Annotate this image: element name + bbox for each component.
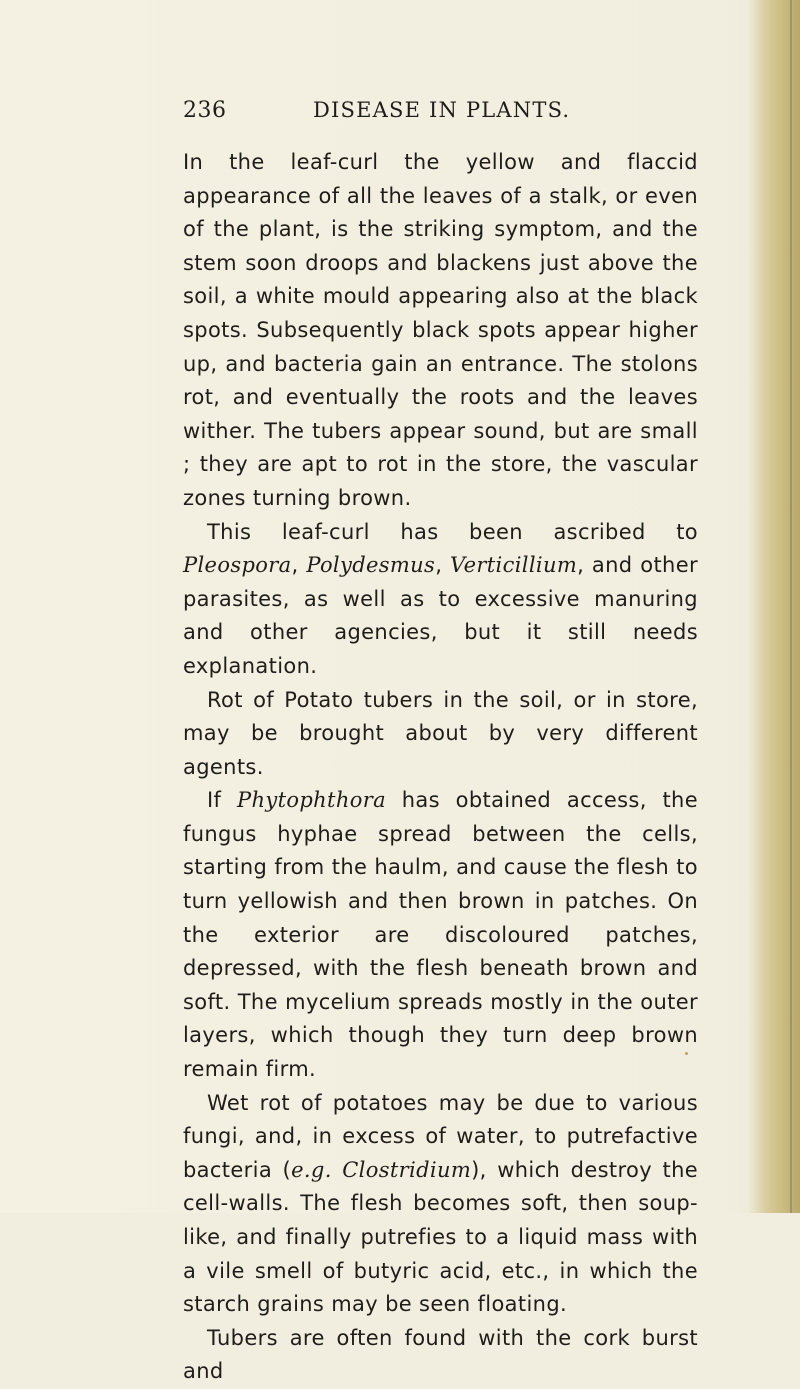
text-run: has obtained access, the fungus hyphae spread between the cells, starting from the haulm, and cause the flesh to turn yellowish and then brown in patches. On the exterior are discoloured patches, depressed, with the flesh beneath brown and soft. The mycelium spreads mostly in the outer layers, which though they turn deep brown remain firm.	[183, 788, 698, 1082]
running-header	[0, 98, 800, 132]
taxon-name: Pleospora	[183, 553, 292, 578]
text-run: ), which destroy the cell-walls. The flesh becomes soft, then soup-like, and finally putrefies to a liquid mass with a vile smell of butyric acid, etc., in which the starch grains may be seen floating.	[183, 1157, 699, 1317]
text-run: This leaf-curl has been ascribed to	[207, 519, 698, 544]
paragraph-potato-rot: Rot of Potato tubers in the soil, or in store, may be brought about by very different agents.	[183, 687, 698, 779]
page-edge-shadow	[748, 0, 800, 1213]
paragraph-leaf-curl-causes	[183, 516, 698, 684]
paragraph-wet-rot	[183, 1087, 698, 1322]
page-number: 236	[183, 98, 227, 123]
paragraph-cork-burst: Tubers are often found with the cork burst and	[183, 1325, 698, 1384]
paper-speck	[685, 1052, 688, 1055]
taxon-name: e.g. Clostridium	[291, 1157, 472, 1182]
text-run: Wet rot of potatoes may be due to various fungi, and, in excess of water, to putrefactive bacteria (	[183, 1090, 698, 1182]
paragraph-leaf-curl-symptoms: In the leaf-curl the yellow and flaccid appearance of all the leaves of a stalk, or even of the plant, is the striking symptom, and the stem soon droops and blackens just above the soil, a white mould appearing also at the black spots. Subsequently black spots appear higher up, and bacteria gain an entrance. The stolons rot, and eventually the roots and the leaves wither. The tubers appear sound, but are small ; they are apt to rot in the store, the vascular zones turning brown.	[183, 150, 698, 510]
body-text	[183, 146, 698, 1389]
taxon-name: Polydesmus	[306, 553, 436, 578]
text-run: , and other parasites, as well as to excessive manuring and other agencies, but it still needs explanation.	[183, 553, 698, 678]
text-run: ,	[435, 553, 450, 578]
taxon-name: Verticillium	[450, 553, 578, 578]
taxon-name: Phytophthora	[237, 788, 386, 813]
paragraph-phytophthora	[183, 784, 698, 1086]
page-edge-line	[790, 0, 792, 1213]
text-run: If	[207, 788, 238, 813]
text-run: ,	[291, 553, 307, 578]
running-title: DISEASE IN PLANTS.	[313, 98, 571, 122]
